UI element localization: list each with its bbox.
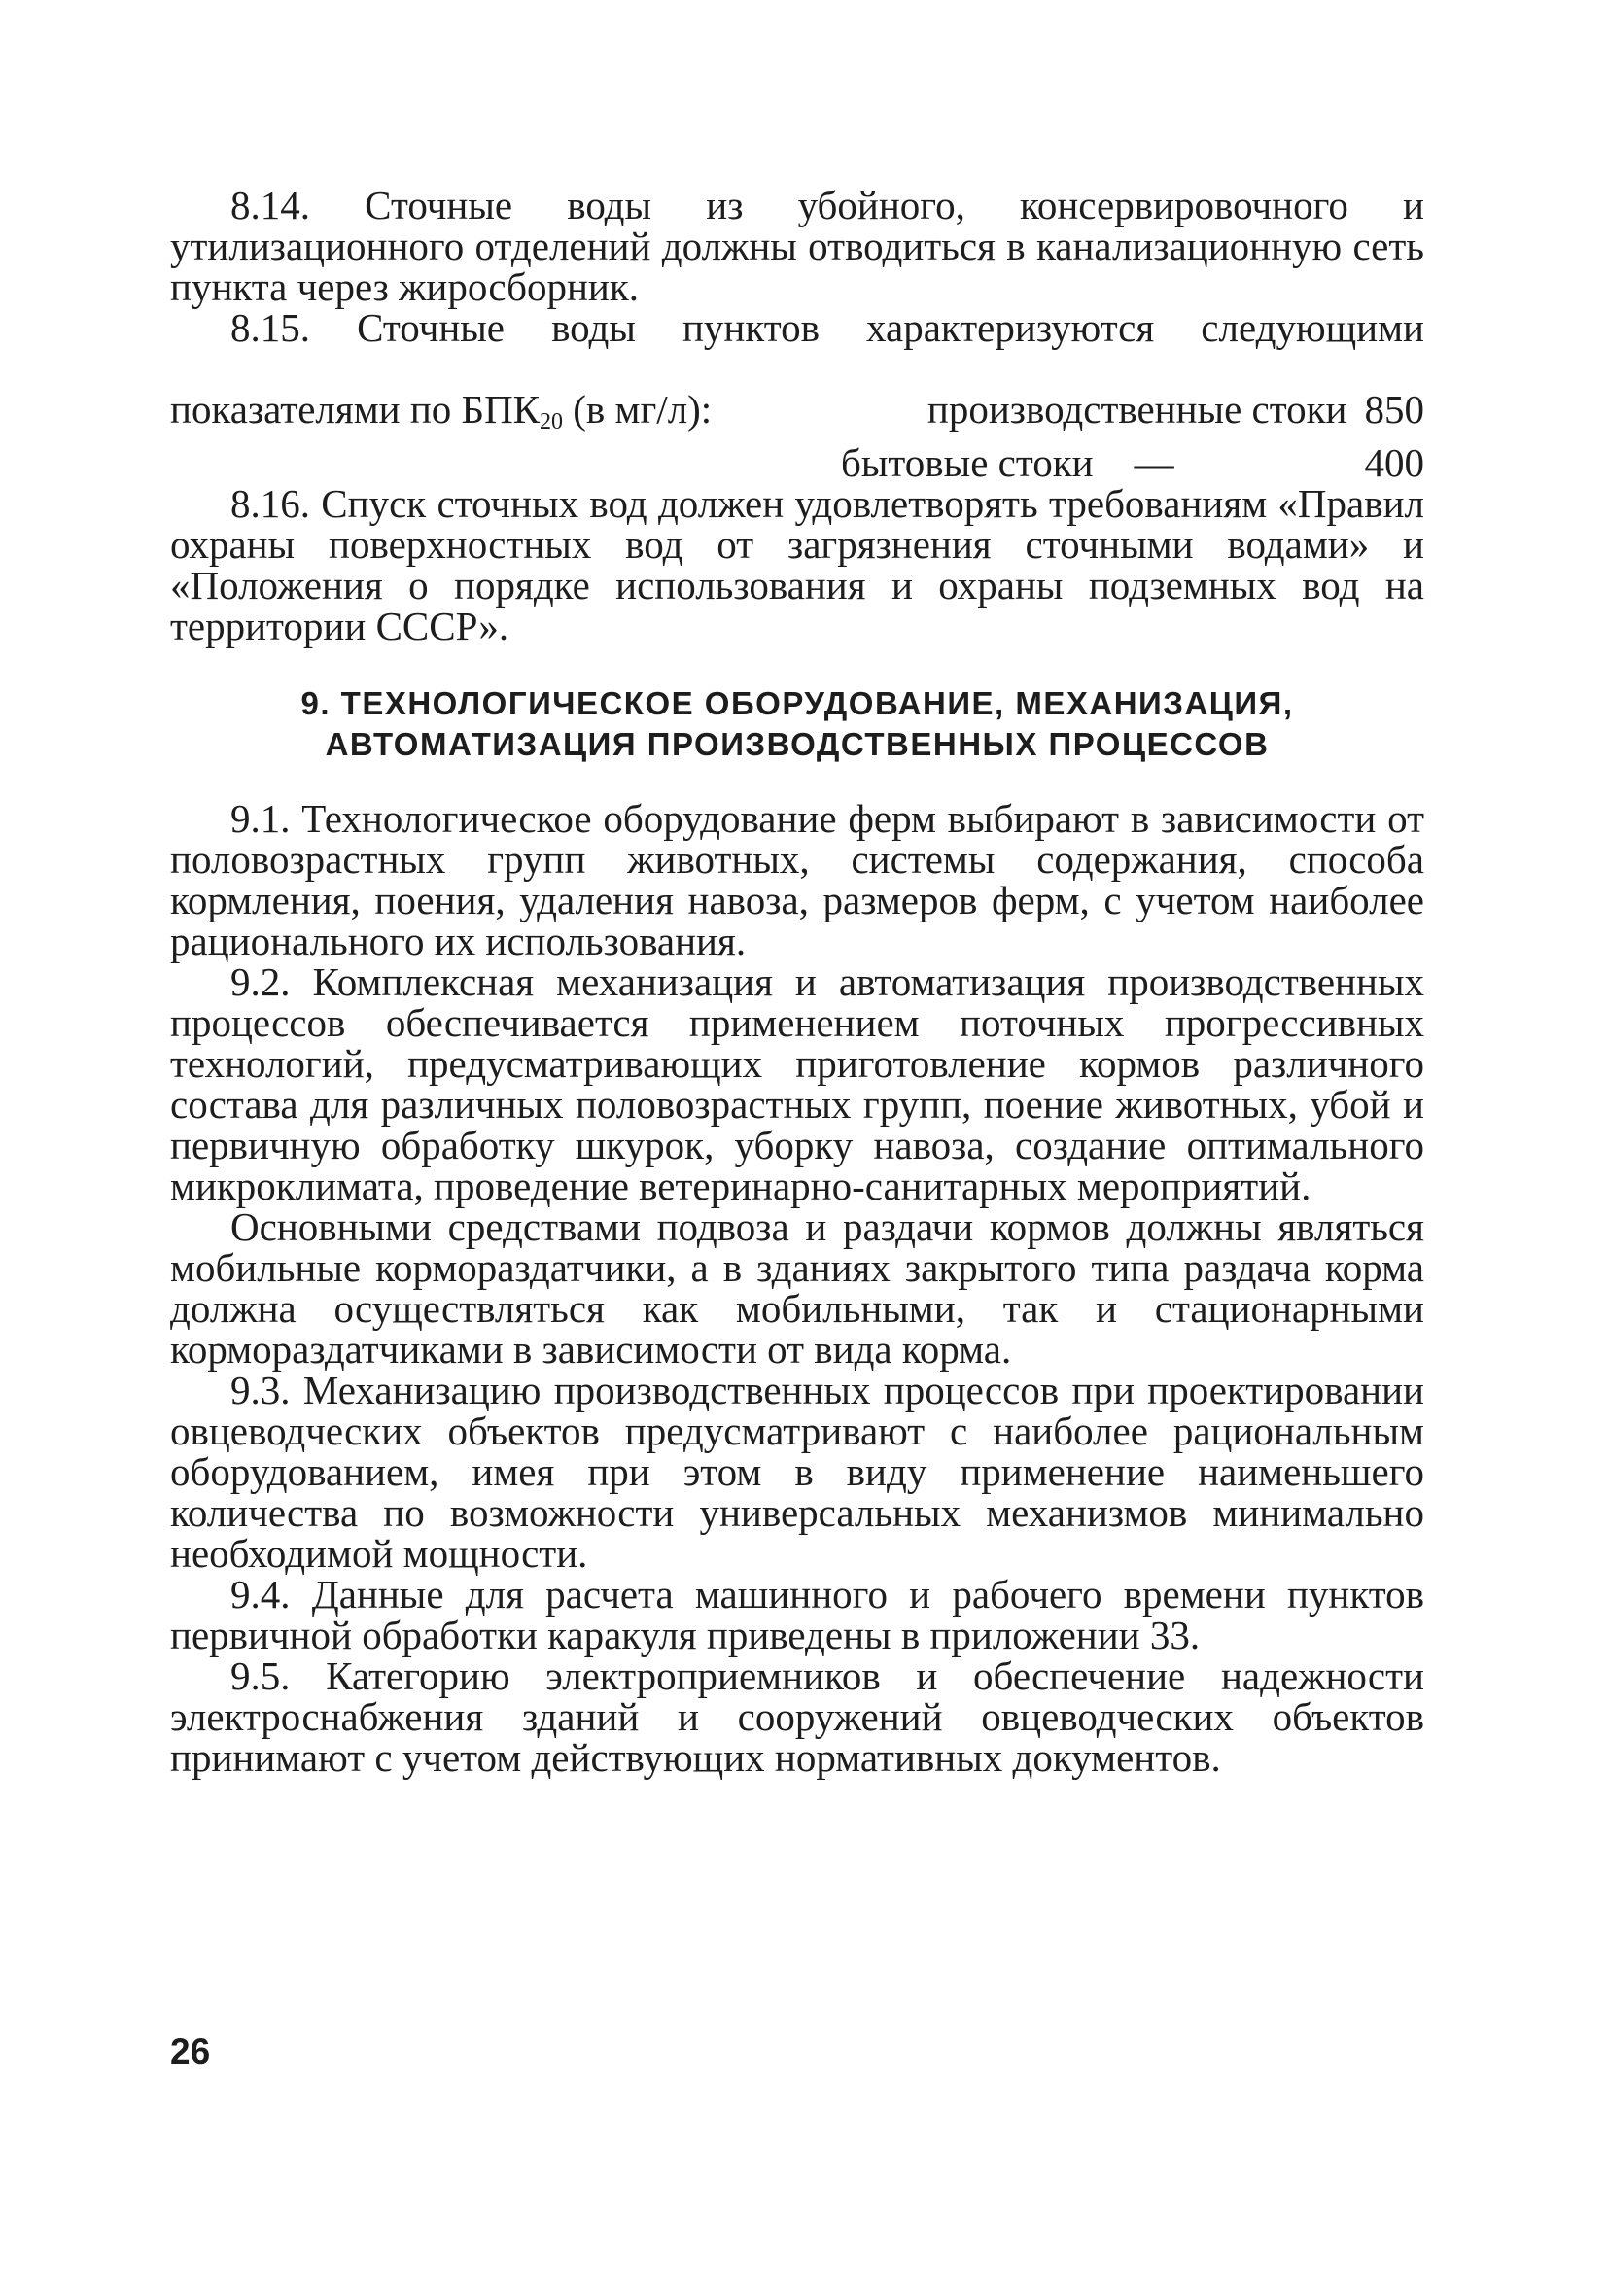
bod-row-production [170,389,1424,442]
bod-row-dash: — [1134,440,1174,485]
heading-line-1: 9. ТЕХНОЛОГИЧЕСКОЕ ОБОРУДОВАНИЕ, МЕХАНИЗАЦИЯ, [300,685,1294,721]
paragraph-9-1: 9.1. Технологическое оборудование ферм выбирают в зависимости от половозрастных групп животных, системы содержания, способа кормления, поения, удаления навоза, размеров ферм, с учетом наиболее рационального их использования. [170,796,1424,963]
paragraph-9-3: 9.3. Механизацию производственных процессов при проектировании овцеводческих объектов предусматривают с наиболее рациональным оборудованием, имея при этом в виду применение наименьшего количества по возможности универсальных механизмов минимально необходимой мощности. [170,1368,1424,1576]
page-text [170,185,1424,1778]
paragraph-9-2: 9.2. Комплексная механизация и автоматизация производственных процессов обеспечивается применением поточных прогрессивных технологий, предусматривающих приготовление кормов различного состава для различных половозрастных групп, поение животных, убой и первичную обработку шкурок, уборку навоза, создание оптимального микроклимата, проведение ветеринарно-санитарных мероприятий. [170,959,1424,1208]
bod-row-value: 850 [1364,387,1424,432]
paragraph-8-15 [170,307,1424,483]
bod-row-value: 400 [1364,440,1424,485]
paragraph-8-15-lead: 8.15. Сточные воды пунктов характеризуются следующими [230,305,1424,350]
paragraph-9-4: 9.4. Данные для расчета машинного и рабочего времени пунктов первичной обработки каракуля приведены в приложении 33. [170,1572,1424,1657]
bod-row-domestic [170,442,1424,483]
bod-row-label: бытовые стоки [841,440,1094,485]
paragraph-8-14: 8.14. Сточные воды из убойного, консервировочного и утилизационного отделений должны отводиться в канализационную сеть пункта через жиросборник. [170,183,1424,309]
page-number: 26 [170,2032,211,2071]
bod-row-label: производственные стоки [926,387,1347,432]
paragraph-9-5: 9.5. Категорию электроприемников и обеспечение надежности электроснабжения зданий и сооружений овцеводческих объектов принимают с учетом действующих нормативных документов. [170,1653,1424,1780]
heading-line-2: АВТОМАТИЗАЦИЯ ПРОИЗВОДСТВЕННЫХ ПРОЦЕССОВ [325,726,1270,762]
paragraph-9-2-continued: Основными средствами подвоза и раздачи кормов должны являться мобильные кормораздатчики, а в зданиях закрытого типа раздача корма должна осуществляться как мобильными, так и стационарными кормораздатчиками в зависимости от вида корма. [170,1204,1424,1372]
bod-indicator-label: показателями по $БПК_{20}$ (в мг/л): [170,387,713,435]
paragraph-8-16: 8.16. Спуск сточных вод должен удовлетворять требованиям «Правил охраны поверхностных вод от загрязнения сточными водами» и «Положения о порядке использования и охраны подземных вод на территории СССР». [170,481,1424,648]
section-9-heading [170,683,1424,765]
